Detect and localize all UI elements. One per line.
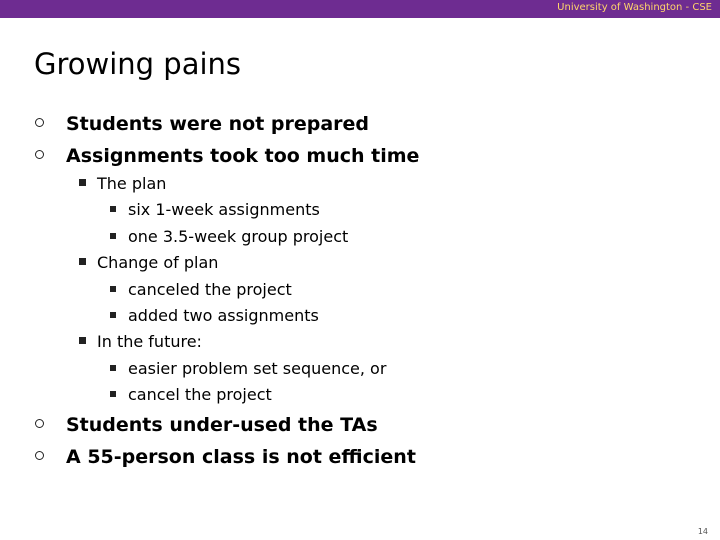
square-bullet-icon [110, 365, 116, 371]
bullet-text: easier problem set sequence, or [128, 359, 387, 378]
bullet-text: cancel the project [128, 385, 272, 404]
bullet-text: In the future: [97, 332, 202, 351]
bullet-text: six 1-week assignments [128, 200, 320, 219]
circle-bullet-icon [35, 150, 44, 159]
bullet-text: Change of plan [97, 253, 219, 272]
square-bullet-icon [110, 206, 116, 212]
bullet-text: Students under-used the TAs [66, 414, 378, 436]
square-bullet-icon [110, 233, 116, 239]
circle-bullet-icon [35, 419, 44, 428]
circle-bullet-icon [35, 451, 44, 460]
square-bullet-icon [110, 391, 116, 397]
square-bullet-icon [79, 179, 86, 186]
square-bullet-icon [79, 258, 86, 265]
bullet-text: Assignments took too much time [66, 145, 420, 167]
bullet-text: canceled the project [128, 280, 292, 299]
bullet-text: Students were not prepared [66, 113, 370, 135]
bullet-text: one 3.5-week group project [128, 227, 349, 246]
bullet-text: added two assignments [128, 306, 319, 325]
bullet-text: A 55-person class is not efficient [66, 446, 416, 468]
square-bullet-icon [110, 312, 116, 318]
square-bullet-icon [79, 337, 86, 344]
bullet-text: The plan [97, 174, 167, 193]
header-org-label: University of Washington - CSE [557, 2, 712, 13]
circle-bullet-icon [35, 118, 44, 127]
square-bullet-icon [110, 286, 116, 292]
slide-title: Growing pains [34, 47, 242, 81]
header-bar [0, 0, 720, 18]
page-number: 14 [697, 527, 708, 536]
